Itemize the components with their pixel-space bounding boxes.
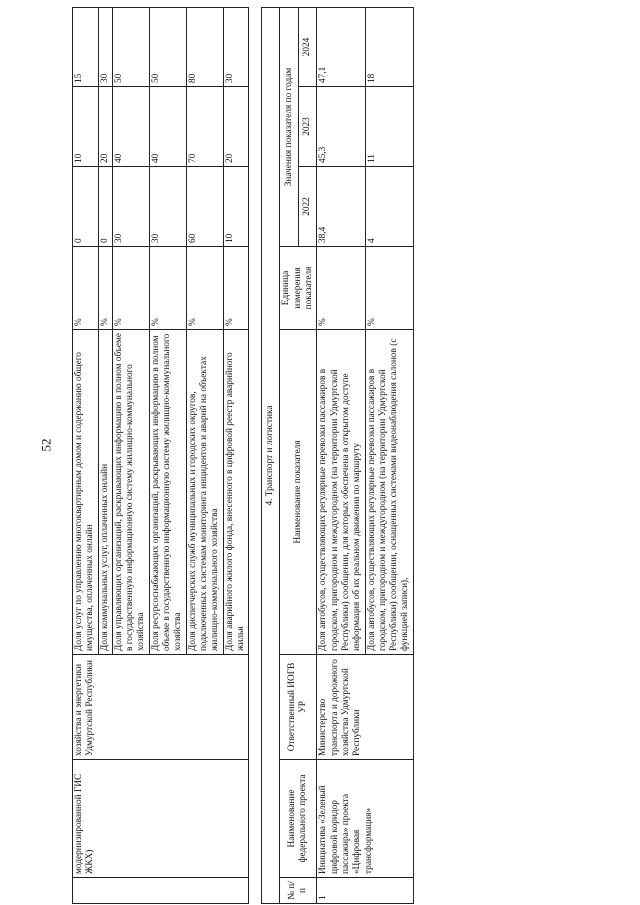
header-year-2023: 2023 <box>298 87 316 167</box>
indicator-name: Доля коммунальных услуг, оплаченных онлайн <box>98 330 112 655</box>
indicator-name: Доля автобусов, осуществляющих регулярные перевозки пассажиров в городском, пригородном и междугородном (на территории Удмуртской Республики) сообщении, оснащенных системами видеонаблюдения салонов (с функцией записи), <box>365 330 413 655</box>
value-2023: 20 <box>223 87 249 167</box>
unit-cell: % <box>223 247 249 330</box>
header-project: Наименование федерального проекта <box>280 760 317 878</box>
value-2023: 70 <box>186 87 223 167</box>
table-row <box>73 8 99 904</box>
value-2022: 0 <box>73 167 99 247</box>
value-2024: 50 <box>112 8 149 87</box>
header-row <box>280 8 298 904</box>
unit-cell: % <box>98 247 112 330</box>
value-2022: 60 <box>186 167 223 247</box>
value-2024: 30 <box>223 8 249 87</box>
value-2023: 40 <box>112 87 149 167</box>
value-2024: 50 <box>149 8 186 87</box>
unit-cell: % <box>149 247 186 330</box>
value-2023: 20 <box>98 87 112 167</box>
value-2022: 30 <box>112 167 149 247</box>
value-2024: 18 <box>365 8 413 87</box>
value-2022: 4 <box>365 167 413 247</box>
section-title: 4. Транспорт и логистика <box>262 8 280 904</box>
indicator-name: Доля ресурсоснабжающих организаций, раскрывающих информацию в полном объеме в государственную информационную систему жилищно-коммунального хозяйства <box>149 330 186 655</box>
responsible-org: Министерство транспорта и дорожного хозяйства Удмуртской Республики <box>317 655 413 760</box>
indicator-name: Доля диспетчерских служб муниципальных и городских округов, подключенных к системам мониторинга инцидентов и аварий на объектах жилищно-коммунального хозяйства <box>186 330 223 655</box>
header-values: Значения показателя по годам <box>280 8 298 247</box>
value-2023: 10 <box>73 87 99 167</box>
header-year-2022: 2022 <box>298 167 316 247</box>
section-row <box>262 8 280 904</box>
header-indicator: Наименование показателя <box>280 330 317 655</box>
indicator-name: Доля автобусов, осуществляющих регулярные перевозки пассажиров в городском, пригородном и междугородном (на территории Удмуртской Республики) сообщении, для которых обеспечена в открытом доступе информация об их реальном движении по маршруту <box>317 330 365 655</box>
value-2023: 11 <box>365 87 413 167</box>
page-number: 52 <box>38 438 54 452</box>
unit-cell: % <box>112 247 149 330</box>
row-number: 1 <box>317 878 413 904</box>
unit-cell: % <box>317 247 365 330</box>
indicators-table <box>72 7 414 904</box>
header-num: № п/п <box>280 878 317 904</box>
header-year-2024: 2024 <box>298 8 316 87</box>
unit-cell: % <box>186 247 223 330</box>
indicator-name: Доля аварийного жилого фонда, внесенного в цифровой реестр аварийного жилья <box>223 330 249 655</box>
value-2023: 40 <box>149 87 186 167</box>
unit-cell: % <box>73 247 99 330</box>
value-2022: 10 <box>223 167 249 247</box>
responsible-org: хозяйства и энергетики Удмуртской Республики <box>73 655 249 760</box>
value-2022: 0 <box>98 167 112 247</box>
header-responsible: Ответственный ИОГВ УР <box>280 655 317 760</box>
value-2024: 80 <box>186 8 223 87</box>
value-2022: 38,4 <box>317 167 365 247</box>
header-unit: Единица измерения показателя <box>280 247 317 330</box>
rotated-table-area <box>72 8 632 904</box>
indicator-name: Доля услуг по управлению многоквартирным домом и содержанию общего имущества, оплаченных онлайн <box>73 330 99 655</box>
project-name: Инициатива «Зеленый цифровой коридор пассажира» проекта «Цифровая трансформация» <box>317 760 413 878</box>
indicator-name: Доля управляющих организаций, раскрывающих информацию в полном объеме в государственную информационную систему жилищно-коммунального хозяйства <box>112 330 149 655</box>
value-2022: 30 <box>149 167 186 247</box>
table-row <box>317 8 365 904</box>
value-2023: 45,3 <box>317 87 365 167</box>
value-2024: 47,1 <box>317 8 365 87</box>
value-2024: 30 <box>98 8 112 87</box>
unit-cell: % <box>365 247 413 330</box>
value-2024: 15 <box>73 8 99 87</box>
project-name: модернизированной ГИС ЖКХ) <box>73 760 249 878</box>
